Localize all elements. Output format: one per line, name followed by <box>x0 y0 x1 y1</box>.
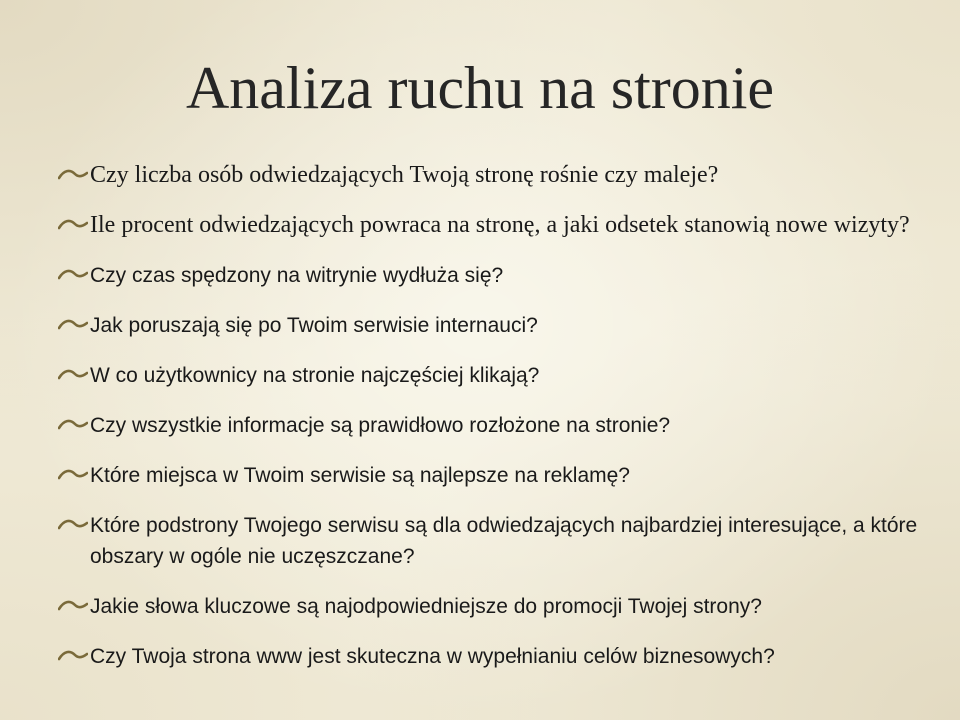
bullet-text: Które miejsca w Twoim serwisie są najlepsze na reklamę? <box>90 464 630 487</box>
bullet-item <box>58 591 918 622</box>
bullet-text: Jakie słowa kluczowe są najodpowiedniejsze do promocji Twojej strony? <box>90 595 762 618</box>
swoosh-icon <box>58 266 88 282</box>
bullet-text: Czy czas spędzony na witrynie wydłuża się? <box>90 264 504 287</box>
swoosh-icon <box>58 466 88 482</box>
swoosh-icon <box>58 647 88 663</box>
bullet-text: Ile procent odwiedzających powraca na stronę, a jaki odsetek stanowią nowe wizyty? <box>90 212 910 238</box>
swoosh-icon <box>58 597 88 613</box>
bullet-text: W co użytkownicy na stronie najczęściej klikają? <box>90 364 540 387</box>
bullet-item <box>58 160 918 191</box>
bullet-item <box>58 460 918 491</box>
swoosh-icon <box>58 416 88 432</box>
swoosh-icon <box>58 316 88 332</box>
bullet-list <box>58 160 918 672</box>
bullet-item <box>58 360 918 391</box>
bullet-item <box>58 260 918 291</box>
bullet-text: Czy liczba osób odwiedzających Twoją stronę rośnie czy maleje? <box>90 162 719 188</box>
swoosh-icon <box>58 366 88 382</box>
bullet-item <box>58 410 918 441</box>
bullet-item <box>58 510 918 572</box>
bullet-item <box>58 210 918 241</box>
bullet-text: Czy wszystkie informacje są prawidłowo rozłożone na stronie? <box>90 414 671 437</box>
swoosh-icon <box>58 166 88 182</box>
swoosh-icon <box>58 216 88 232</box>
bullet-item <box>58 310 918 341</box>
slide-title: Analiza ruchu na stronie <box>185 55 775 121</box>
bullet-text: Czy Twoja strona www jest skuteczna w wypełnianiu celów biznesowych? <box>90 645 775 668</box>
swoosh-icon <box>58 516 88 532</box>
bullet-item <box>58 641 918 672</box>
bullet-text: Które podstrony Twojego serwisu są dla odwiedzających najbardziej interesujące, a które obszary w ogóle nie uczęszczane? <box>90 514 918 568</box>
bullet-text: Jak poruszają się po Twoim serwisie internauci? <box>90 314 538 337</box>
